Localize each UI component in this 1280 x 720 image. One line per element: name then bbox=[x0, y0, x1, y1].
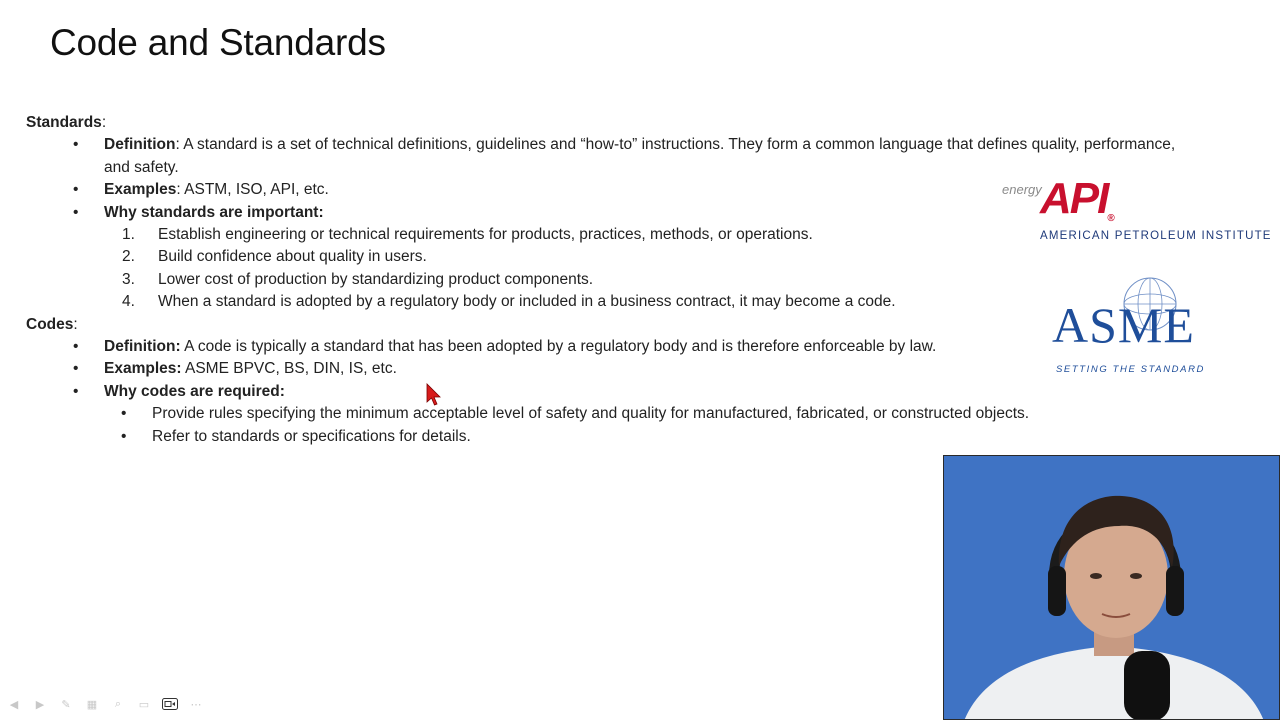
camera-icon[interactable] bbox=[160, 695, 180, 713]
codes-examples bbox=[26, 358, 1176, 380]
camera-glyph bbox=[162, 698, 178, 710]
item-number: 1. bbox=[122, 226, 135, 244]
codes-reasons-list bbox=[26, 403, 1176, 448]
subtitles-icon[interactable]: ▭ bbox=[138, 698, 150, 711]
slide-title: Code and Standards bbox=[50, 22, 386, 63]
slides-grid-icon[interactable]: ▦ bbox=[86, 698, 98, 711]
codes-heading-colon: : bbox=[73, 315, 78, 333]
codes-heading-label: Codes bbox=[26, 315, 74, 333]
examples-label: Examples bbox=[104, 181, 177, 199]
why-label: Why standards are important: bbox=[104, 203, 324, 221]
list-item bbox=[26, 269, 1176, 291]
api-mark bbox=[1040, 174, 1113, 224]
api-full-name: AMERICAN PETROLEUM INSTITUTE bbox=[1040, 230, 1272, 242]
presenter-webcam bbox=[943, 455, 1280, 720]
registered-mark: ® bbox=[1107, 213, 1113, 224]
definition-text: A code is typically a standard that has been adopted by a regulatory body and is therefore enforceable by law. bbox=[180, 338, 937, 356]
item-number: 3. bbox=[122, 270, 135, 288]
list-item: • Refer to standards or specifications for details. bbox=[26, 426, 1176, 448]
slideshow-toolbar bbox=[4, 695, 206, 715]
asme-logo bbox=[1048, 276, 1238, 376]
slide-body bbox=[26, 112, 1176, 448]
api-energy-text: energy bbox=[1002, 182, 1042, 197]
examples-label: Examples: bbox=[104, 360, 182, 378]
presenter-image bbox=[944, 456, 1280, 720]
why-label: Why codes are required: bbox=[104, 382, 285, 400]
item-text: Establish engineering or technical requirements for products, practices, methods, or operations. bbox=[158, 226, 813, 244]
list-item: • Provide rules specifying the minimum acceptable level of safety and quality for manufactured, fabricated, or constructed objects. bbox=[26, 403, 1176, 425]
asme-wordmark: ASME bbox=[1052, 297, 1195, 353]
api-logo bbox=[1000, 174, 1272, 246]
item-text: When a standard is adopted by a regulatory body or included in a business contract, it may become a code. bbox=[158, 293, 896, 311]
item-number: 2. bbox=[122, 248, 135, 266]
examples-text: ASME BPVC, BS, DIN, IS, etc. bbox=[181, 360, 397, 378]
cursor-icon bbox=[426, 383, 442, 407]
standards-heading bbox=[26, 112, 1176, 134]
standards-heading-label: Standards bbox=[26, 114, 102, 131]
codes-definition bbox=[26, 336, 1176, 358]
list-item bbox=[26, 291, 1176, 313]
definition-label: Definition bbox=[104, 136, 176, 154]
item-text: Build confidence about quality in users. bbox=[158, 248, 427, 266]
codes-why bbox=[26, 381, 1176, 403]
asme-tagline: SETTING THE STANDARD bbox=[1056, 364, 1205, 375]
examples-text: : ASTM, ISO, API, etc. bbox=[176, 181, 329, 199]
codes-heading bbox=[26, 314, 1176, 336]
definition-text: : A standard is a set of technical definitions, guidelines and “how-to” instructions. They form a common language that defines quality, performance, and safety. bbox=[104, 136, 1176, 176]
list-item bbox=[26, 246, 1176, 268]
next-icon[interactable]: ▶ bbox=[35, 698, 45, 711]
previous-icon[interactable]: ◀ bbox=[9, 698, 19, 711]
pen-icon[interactable]: ✎ bbox=[61, 698, 71, 711]
api-mark-text: API bbox=[1040, 174, 1108, 223]
item-number: 4. bbox=[122, 293, 135, 311]
zoom-icon[interactable]: ⌕ bbox=[114, 697, 122, 710]
item-text: Lower cost of production by standardizing product components. bbox=[158, 270, 594, 288]
definition-label: Definition: bbox=[104, 338, 181, 356]
standards-definition bbox=[26, 134, 1176, 179]
standards-heading-colon: : bbox=[101, 114, 107, 131]
codes-list bbox=[26, 336, 1176, 403]
more-icon[interactable]: ⋯ bbox=[190, 698, 202, 711]
